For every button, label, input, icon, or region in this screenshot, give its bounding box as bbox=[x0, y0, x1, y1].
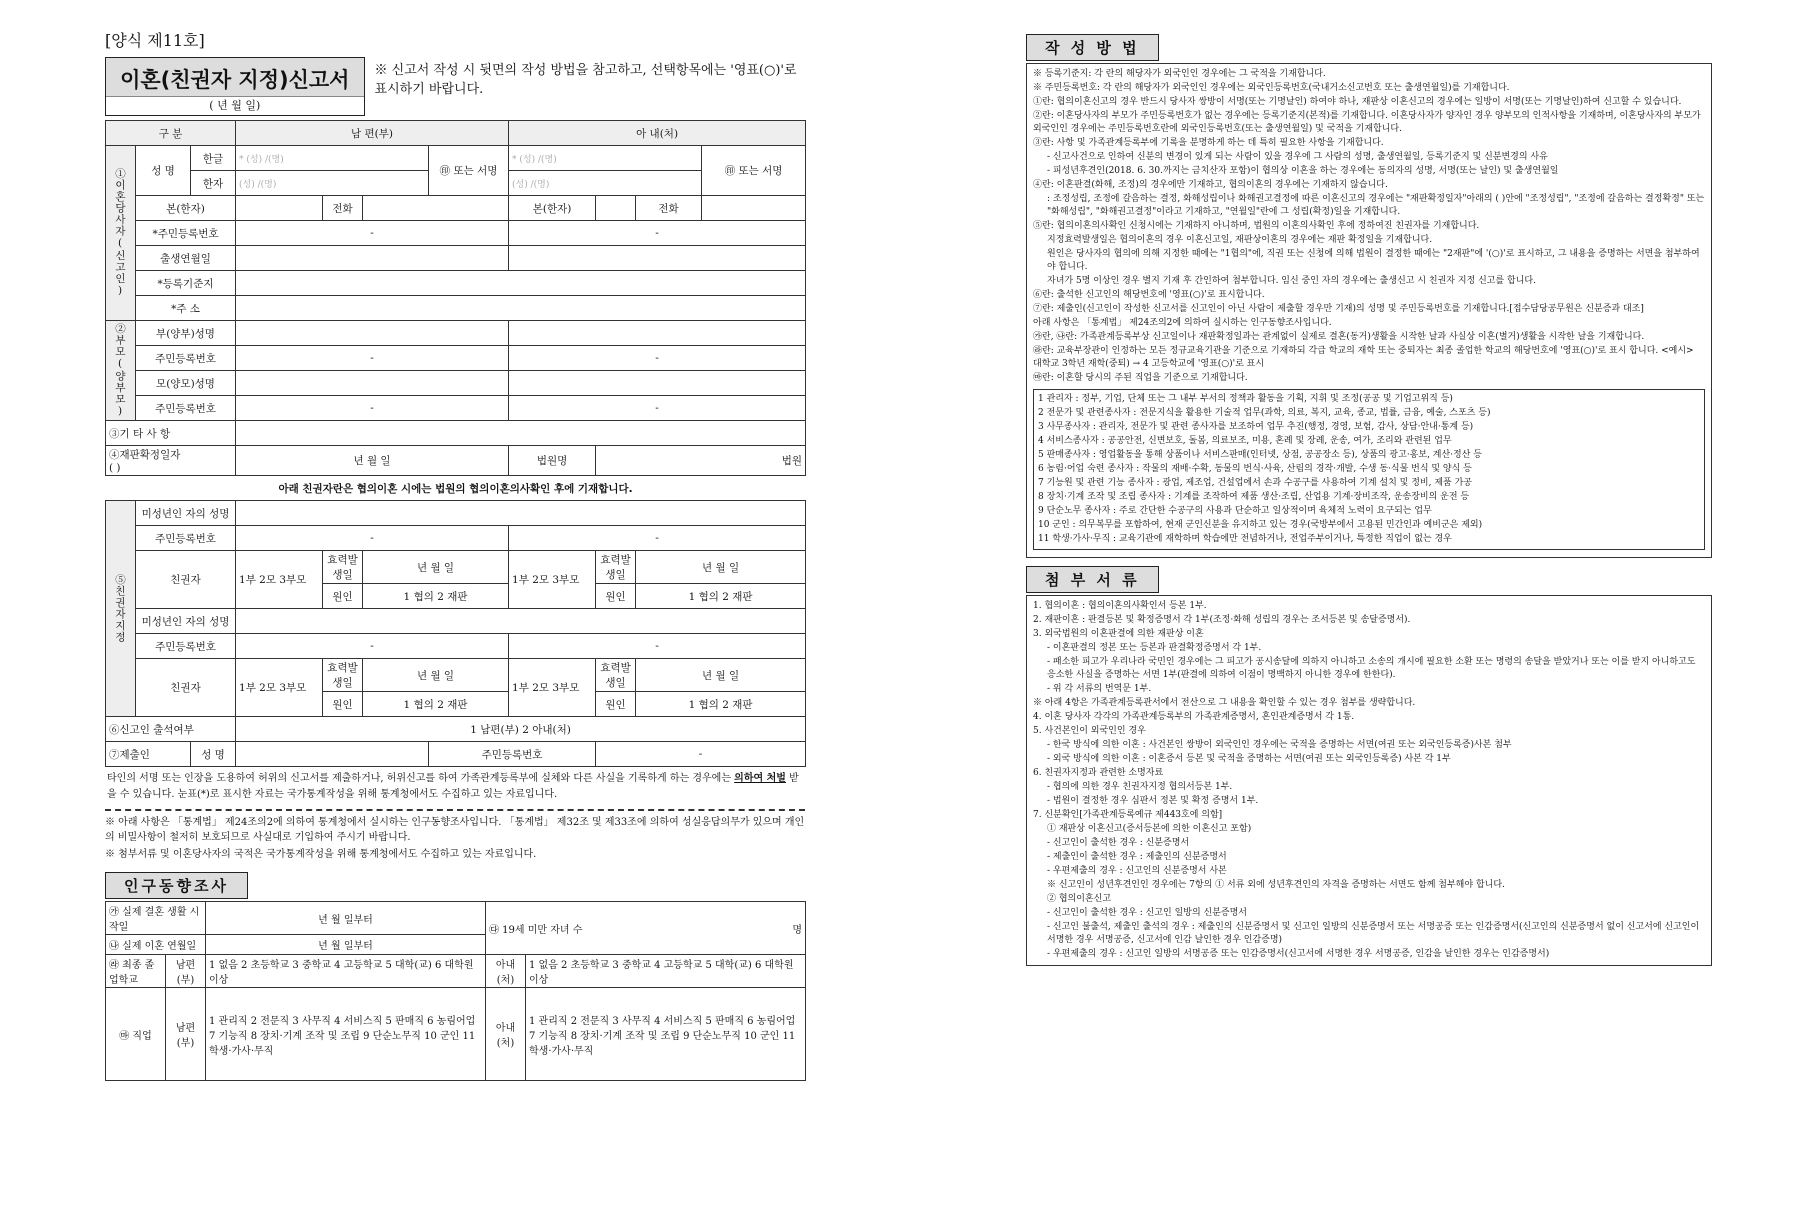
parent-opts-1a[interactable]: 1부 2모 3부모 bbox=[236, 551, 323, 609]
husband-birth[interactable] bbox=[236, 246, 509, 271]
husband-father-rrn[interactable]: - bbox=[236, 346, 509, 371]
attachment-line-6: - 위 각 서류의 번역문 1부. bbox=[1047, 684, 1152, 694]
attachment-line-18: - 제출인이 출석한 경우 : 제출인의 신분증명서 bbox=[1047, 852, 1227, 862]
instructions-list bbox=[1033, 68, 1705, 385]
job-husband-opts[interactable]: 1 관리직 2 전문직 3 사무직 4 서비스직 5 판매직 6 농림어업 7 기능직 8 장치·기계 조작 및 조립 9 단순노무직 10 군인 11 학생·가사·무직 bbox=[206, 988, 486, 1081]
instruction-line-4: ②란: 이혼당사자의 부모가 주민등록번호가 없는 경우에는 등록기준지(본적)를 기재합니다. 이혼당사자가 양자인 경우 양부모의 인적사항을 기재하며, 이혼당사자의 부모가 외국인인 경우에는 주민등록번호란에 외국인등록번호(또는 출생연월일) 및 국적을 기재합니다. bbox=[1033, 111, 1701, 134]
job-category-8: 8 장치·기계 조작 및 조립 종사자 : 기계를 조작하여 제품 생산·조립, 산업용 기계·장비조작, 운송장비의 운전 등 bbox=[1038, 492, 1470, 502]
job-category-5: 5 판매종사자 : 영업활동을 통해 상품이나 서비스판매(인터넷, 상점, 공공장소 등), 상품의 광고·홍보, 계산·정산 등 bbox=[1038, 450, 1482, 460]
court-name[interactable]: 법원 bbox=[596, 446, 806, 476]
husband-rrn[interactable]: - bbox=[236, 221, 509, 246]
wife-mother-rrn[interactable]: - bbox=[509, 396, 806, 421]
instruction-line-14: ⑥란: 출석한 신고인의 해당번호에 '영표(○)'로 표시합니다. bbox=[1033, 290, 1265, 300]
survey-r1-label: ㉮ 실제 결혼 생활 시작일 bbox=[106, 902, 206, 935]
edu-husband-label: 남편(부) bbox=[166, 955, 206, 988]
job-category-2: 2 전문가 및 관련종사자 : 전문지식을 활용한 기술적 업무(과학, 의료, 복지, 교육, 종교, 법률, 금융, 예술, 스포츠 등) bbox=[1038, 408, 1491, 418]
mother-rrn-label: 주민등록번호 bbox=[136, 396, 236, 421]
instruction-line-6: - 신고사건으로 인하여 신분의 변경이 있게 되는 사람이 있을 경우에 그 사람의 성명, 출생연월일, 등록기준지 및 신분변경의 사유 bbox=[1047, 152, 1548, 162]
instruction-line-10: ⑤란: 협의이혼의사확인 신청시에는 기재하지 아니하며, 법원의 이혼의사확인 후에 정하여진 친권자를 기재합니다. bbox=[1033, 221, 1480, 231]
job-category-11: 11 학생·가사·무직 : 교육기관에 재학하며 학습에만 전념하거나, 전업주부이거나, 특정한 직업이 없는 경우 bbox=[1038, 534, 1452, 544]
edu-label: ㉱ 최종 졸업학교 bbox=[106, 955, 166, 988]
edu-wife-opts[interactable]: 1 없음 2 초등학교 3 중학교 4 고등학교 5 대학(교) 6 대학원 이상 bbox=[526, 955, 806, 988]
instruction-line-2: ※ 주민등록번호: 각 란의 해당자가 외국인인 경우에는 외국인등록번호(국내거소신고번호 또는 출생연월일)를 기재합니다. bbox=[1033, 83, 1510, 93]
hanja-label: 한자 bbox=[191, 171, 236, 196]
instruction-line-5: ③란: 사항 및 가족관계등록부에 기록을 분명하게 하는 데 특히 필요한 사항을 기재합니다. bbox=[1033, 138, 1384, 148]
wife-father[interactable] bbox=[509, 321, 806, 346]
warning-text bbox=[105, 767, 805, 807]
wife-phone-label: 전화 bbox=[636, 196, 702, 221]
husband-father[interactable] bbox=[236, 321, 509, 346]
job-wife-label: 아내(처) bbox=[486, 988, 526, 1081]
bon-label: 본(한자) bbox=[136, 196, 236, 221]
father-rrn-label: 주민등록번호 bbox=[136, 346, 236, 371]
notes bbox=[105, 815, 805, 862]
rrn-label: *주민등록번호 bbox=[136, 221, 236, 246]
instruction-line-3: ①란: 협의이혼신고의 경우 반드시 당사자 쌍방이 서명(또는 기명날인) 하여야 하나, 재판상 이혼신고의 경우에는 일방이 서명(또는 기명날인)하여 신고할 수 있습니다. bbox=[1033, 97, 1682, 107]
form-number: [양식 제11호] bbox=[105, 31, 205, 50]
edu-wife-label: 아내(처) bbox=[486, 955, 526, 988]
instruction-line-1: ※ 등록기준지: 각 란의 해당자가 외국인인 경우에는 그 국적을 기재합니다. bbox=[1033, 69, 1326, 79]
wife-rrn[interactable]: - bbox=[509, 221, 806, 246]
note-2: ※ 첨부서류 및 이혼당사자의 국적은 국가통계작성을 위해 통계청에서도 수집하고 있는 자료입니다. bbox=[105, 849, 537, 860]
attendance-opts[interactable]: 1 남편(부) 2 아내(처) bbox=[236, 717, 806, 742]
minor-name-label-1: 미성년인 자의 성명 bbox=[136, 501, 236, 526]
attachments-box bbox=[1026, 595, 1712, 966]
job-categories bbox=[1033, 389, 1705, 550]
wife-mother[interactable] bbox=[509, 371, 806, 396]
attachment-line-13: - 협의에 의한 경우 친권자지정 협의서등본 1부. bbox=[1047, 782, 1233, 792]
warning-2: 받을 수 있습니다. 눈표(*)로 표시한 자료는 국가통계작성을 위해 통계청에서도 수집하고 있는 자료입니다. bbox=[107, 773, 799, 800]
address-label: *주 소 bbox=[136, 296, 236, 321]
job-category-10: 10 군인 : 의무복무를 포함하여, 현재 군인신분을 유지하고 있는 경우(국방부에서 고용된 민간인과 예비군은 제외) bbox=[1038, 520, 1483, 530]
wife-name-hangul[interactable]: * (성) /(명) bbox=[509, 146, 702, 171]
husband-name-hanja[interactable]: (성) /(명) bbox=[236, 171, 429, 196]
instruction-line-12: 원인은 당사자의 협의에 의해 지정한 때에는 "1협의"에, 직권 또는 신청에 의해 법원이 결정한 때에는 "2재판"에 '(○)'로 표시하고, 그 내용을 증명하는 서면을 첨부하여야 합니다. bbox=[1047, 249, 1700, 272]
effective-date-2a[interactable]: 년 월 일 bbox=[363, 659, 509, 692]
husband-phone[interactable] bbox=[363, 196, 509, 221]
form-title: 이혼(친권자 지정)신고서 bbox=[120, 68, 350, 92]
effective-date-2b[interactable]: 년 월 일 bbox=[636, 659, 806, 692]
sec4-title: ④재판확정일자 bbox=[109, 449, 181, 461]
wife-bon-label: 본(한자) bbox=[509, 196, 596, 221]
husband-bon[interactable] bbox=[236, 196, 323, 221]
other-matters[interactable] bbox=[236, 421, 806, 446]
sec4-paren: ( ) bbox=[109, 462, 121, 474]
attachment-line-8: 4. 이혼 당사자 각각의 가족관계등록부의 가족관계증명서, 혼인관계증명서 각 1통. bbox=[1033, 712, 1355, 722]
instruction-line-16: 아래 사항은 「통계법」 제24조의2에 의하여 실시하는 인구동향조사입니다. bbox=[1033, 318, 1332, 328]
cause-label-1a: 원인 bbox=[323, 584, 363, 609]
husband-phone-label: 전화 bbox=[323, 196, 363, 221]
judgment-date[interactable]: 년 월 일 bbox=[236, 446, 509, 476]
attachment-line-7: ※ 아래 4항은 가족관계등록관서에서 전산으로 그 내용을 확인할 수 있는 경우 첨부를 생략합니다. bbox=[1033, 698, 1416, 708]
instruction-line-13: 자녀가 5명 이상인 경우 별지 기재 후 간인하여 첨부합니다. 임신 중인 자의 경우에는 출생신고 시 친권자 지정 신고를 합니다. bbox=[1047, 276, 1536, 286]
title-date: ( 년 월 일) bbox=[106, 96, 364, 115]
attachment-line-19: - 우편제출의 경우 : 신고인의 신분증명서 사본 bbox=[1047, 866, 1227, 876]
attachment-line-23: - 신고인 불출석, 제출인 출석의 경우 : 제출인의 신분증명서 및 신고인 일방의 신분증명서 또는 서명공증 또는 인감증명서(신고인의 신분증명서 없이 신고서에 신고인이 서명한 경우 서명공증, 신고서에 인감 날인한 경우 인감증명) bbox=[1047, 922, 1700, 945]
effective-label-2a: 효력발생일 bbox=[323, 659, 363, 692]
job-category-3: 3 사무종사자 : 관리자, 전문가 및 관련 종사자를 보조하여 업무 추진(행정, 경영, 보험, 감사, 상담·안내·통계 등) bbox=[1038, 422, 1474, 432]
father-label: 부(양부)성명 bbox=[136, 321, 236, 346]
sec4-label bbox=[106, 446, 236, 476]
cause-label-2a: 원인 bbox=[323, 692, 363, 717]
col-wife: 아 내(처) bbox=[509, 121, 806, 146]
warning-1: 타인의 서명 또는 인장을 도용하여 허위의 신고서를 제출하거나, 허위신고를 하여 가족관계등록부에 실체와 다른 사실을 기록하게 하는 경우에는 bbox=[107, 773, 731, 784]
attachment-line-12: 6. 친권자지정과 관련한 소명자료 bbox=[1033, 768, 1164, 778]
effective-label-1a: 효력발생일 bbox=[323, 551, 363, 584]
attachment-line-10: - 한국 방식에 의한 이혼 : 사건본인 쌍방이 외국인인 경우에는 국적을 증명하는 서면(여권 또는 외국인등록증)사본 첨부 bbox=[1047, 740, 1512, 750]
edu-husband-opts[interactable]: 1 없음 2 초등학교 3 중학교 4 고등학교 5 대학(교) 6 대학원 이상 bbox=[206, 955, 486, 988]
survey-table bbox=[105, 901, 806, 1081]
minor-rrn-2a[interactable]: - bbox=[236, 634, 509, 659]
job-husband-label: 남편(부) bbox=[166, 988, 206, 1081]
effective-label-1b: 효력발생일 bbox=[596, 551, 636, 584]
divorce-form-table bbox=[105, 120, 806, 767]
husband-mother[interactable] bbox=[236, 371, 509, 396]
instruction-line-7: - 피성년후견인(2018. 6. 30.까지는 금치산자 포함)이 협의상 이혼을 하는 경우에는 동의자의 성명, 서명(또는 날인) 및 출생연월일 bbox=[1047, 166, 1559, 176]
cause-opts-2b[interactable]: 1 협의 2 재판 bbox=[636, 692, 806, 717]
effective-date-1b[interactable]: 년 월 일 bbox=[636, 551, 806, 584]
job-category-4: 4 서비스종사자 : 공공안전, 신변보호, 돌봄, 의료보조, 미용, 혼례 및 장례, 운송, 여가, 조리와 관련된 업무 bbox=[1038, 436, 1452, 446]
job-wife-opts[interactable]: 1 관리직 2 전문직 3 사무직 4 서비스직 5 판매직 6 농림어업 7 기능직 8 장치·기계 조작 및 조립 9 단순노무직 10 군인 11 학생·가사·무직 bbox=[526, 988, 806, 1081]
wife-bon[interactable] bbox=[596, 196, 636, 221]
wife-seal[interactable]: ㊞ 또는 서명 bbox=[702, 146, 806, 196]
attachment-line-21: ② 협의이혼신고 bbox=[1047, 894, 1112, 904]
husband-seal[interactable]: ㊞ 또는 서명 bbox=[429, 146, 509, 196]
job-category-9: 9 단순노무 종사자 : 주로 간단한 수공구의 사용과 단순하고 일상적이며 육체적 노력이 요구되는 업무 bbox=[1038, 506, 1432, 516]
custodian-label-2: 친권자 bbox=[136, 659, 236, 717]
children-unit: 명 bbox=[792, 924, 803, 936]
minor-rrn-2b[interactable]: - bbox=[509, 634, 806, 659]
effective-label-2b: 효력발생일 bbox=[596, 659, 636, 692]
husband-name-hangul[interactable]: * (성) /(명) bbox=[236, 146, 429, 171]
attachment-line-15: 7. 신분확인[가족관계등록예규 제443호에 의함] bbox=[1033, 810, 1223, 820]
instruction-line-15: ⑦란: 제출인(신고인이 작성한 신고서를 신고인이 아닌 사람이 제출할 경우만 기재)의 성명 및 주민등록번호를 기재합니다.[접수담당공무원은 신분증과 대조] bbox=[1033, 304, 1644, 314]
submitter-name[interactable] bbox=[236, 742, 429, 767]
survey-title: 인구동향조사 bbox=[105, 872, 248, 899]
parent-opts-2a[interactable]: 1부 2모 3부모 bbox=[236, 659, 323, 717]
cause-opts-2a[interactable]: 1 협의 2 재판 bbox=[363, 692, 509, 717]
cause-label-1b: 원인 bbox=[596, 584, 636, 609]
form-front-page bbox=[105, 28, 805, 1081]
survey-children[interactable] bbox=[486, 902, 806, 955]
col-husband: 남 편(부) bbox=[236, 121, 509, 146]
job-label: ㉲ 직업 bbox=[106, 988, 166, 1081]
sec7-label: ⑦제출인 bbox=[106, 742, 191, 767]
instruction-line-8: ④란: 이혼판결(화해, 조정)의 경우에만 기재하고, 협의이혼의 경우에는 기재하지 않습니다. bbox=[1033, 180, 1388, 190]
instructions-title: 작 성 방 법 bbox=[1026, 34, 1159, 61]
court-name-label: 법원명 bbox=[509, 446, 596, 476]
name-label: 성 명 bbox=[136, 146, 191, 196]
attachment-line-4: - 이혼판결의 정본 또는 등본과 판결확정증명서 각 1부. bbox=[1047, 643, 1262, 653]
cause-opts-1a[interactable]: 1 협의 2 재판 bbox=[363, 584, 509, 609]
attachment-line-2: 2. 재판이혼 : 판결등본 및 확정증명서 각 1부(조정·화해 성립의 경우는 조서등본 및 송달증명서). bbox=[1033, 615, 1411, 625]
instruction-line-18: ㉱란: 교육부장관이 인정하는 모든 정규교육기관을 기준으로 기재하되 각급 학교의 재학 또는 중퇴자는 최종 졸업한 학교의 해당번호에 '영표(○)'로 표시 합니다. <예시> 대학교 3학년 재학(중퇴) → 4 고등학교에 '영표(○)'로 표시 bbox=[1033, 346, 1694, 369]
survey-r1-value[interactable]: 년 월 일부터 bbox=[206, 902, 486, 935]
survey-r2-label: ㉯ 실제 이혼 연월일 bbox=[106, 935, 206, 955]
parent-opts-2b[interactable]: 1부 2모 3부모 bbox=[509, 659, 596, 717]
mother-label: 모(양모)성명 bbox=[136, 371, 236, 396]
wife-birth[interactable] bbox=[509, 246, 806, 271]
sec2-label: ②부모(양부모) bbox=[106, 321, 136, 421]
attachment-line-22: - 신고인이 출석한 경우 : 신고인 일방의 신분증명서 bbox=[1047, 908, 1247, 918]
attachment-line-3: 3. 외국법원의 이혼판결에 의한 재판상 이혼 bbox=[1033, 629, 1204, 639]
instruction-line-9: : 조정성립, 조정에 갈음하는 결정, 화해성립이나 화해권고결정에 따른 이혼신고의 경우에는 "재판확정일자"아래의 ( )안에 "조정성립", "조정에 갈음하는 결정확정" 또는 "화해성립", "화해권고결정"이라고 기재하고, "연월일"란에 그 성립(확정)일을 기재합니다. bbox=[1047, 194, 1705, 217]
instruction-line-19: ㉲란: 이혼할 당시의 주된 직업을 기준으로 기재합니다. bbox=[1033, 373, 1248, 383]
wife-father-rrn[interactable]: - bbox=[509, 346, 806, 371]
cause-label-2b: 원인 bbox=[596, 692, 636, 717]
parent-opts-1b[interactable]: 1부 2모 3부모 bbox=[509, 551, 596, 609]
reg-base-field[interactable] bbox=[236, 271, 806, 296]
note-1: ※ 아래 사항은 「통계법」 제24조의2에 의하여 통계청에서 실시하는 인구동향조사입니다. 「통계법」 제32조 및 제33조에 의하여 성실응답의무가 있으며 개인의 비밀사항이 철저히 보호되므로 사실대로 기입하여 주시기 바랍니다. bbox=[105, 817, 805, 843]
col-category: 구 분 bbox=[106, 121, 236, 146]
job-category-1: 1 관리자 : 정부, 기업, 단체 또는 그 내부 부서의 정책과 활동을 기획, 지휘 및 조정(공공 및 기업고위직 등) bbox=[1038, 394, 1453, 404]
survey-r2-value[interactable]: 년 월 일부터 bbox=[206, 935, 486, 955]
attachment-line-17: - 신고인이 출석한 경우 : 신분증명서 bbox=[1047, 838, 1190, 848]
minor-rrn-label-1: 주민등록번호 bbox=[136, 526, 236, 551]
minor-rrn-label-2: 주민등록번호 bbox=[136, 634, 236, 659]
instructions-box bbox=[1026, 63, 1712, 558]
attachment-line-11: - 외국 방식에 의한 이혼 : 이혼증서 등본 및 국적을 증명하는 서면(여권 또는 외국인등록증) 사본 각 1부 bbox=[1047, 754, 1451, 764]
custodian-label-1: 친권자 bbox=[136, 551, 236, 609]
minor-name-label-2: 미성년인 자의 성명 bbox=[136, 609, 236, 634]
attachment-line-5: - 패소한 피고가 우리나라 국민인 경우에는 그 피고가 공시송달에 의하지 아니하고 소송의 개시에 필요한 소환 또는 명령의 송달을 받았거나 또는 이를 받지 아니하고도 응소한 사실을 증명하는 서면 1부(판결에 의하여 이점이 명백하지 아니한 경우에 한한다). bbox=[1047, 657, 1696, 680]
attachment-line-14: - 법원이 결정한 경우 심판서 정본 및 확정 증명서 1부. bbox=[1047, 796, 1259, 806]
husband-mother-rrn[interactable]: - bbox=[236, 396, 509, 421]
attachment-line-1: 1. 협의이혼 : 협의이혼의사확인서 등본 1부. bbox=[1033, 601, 1207, 611]
minor-name-1[interactable] bbox=[236, 501, 806, 526]
reg-base-label: *등록기준지 bbox=[136, 271, 236, 296]
children-label: ㉰ 19세 미만 자녀 수 bbox=[489, 924, 583, 936]
sec3-label: ③기 타 사 항 bbox=[106, 421, 236, 446]
minor-rrn-1b[interactable]: - bbox=[509, 526, 806, 551]
submitter-name-label: 성 명 bbox=[191, 742, 236, 767]
job-category-7: 7 기능원 및 관련 기능 종사자 : 광업, 제조업, 건설업에서 손과 수공구를 사용하여 기계 설치 및 정비, 제품 가공 bbox=[1038, 478, 1472, 488]
attachment-line-16: ① 재판상 이혼신고(증서등본에 의한 이혼신고 포함) bbox=[1047, 824, 1252, 834]
sec1-label: ①이혼당사자(신고인) bbox=[106, 146, 136, 321]
cause-opts-1b[interactable]: 1 협의 2 재판 bbox=[636, 584, 806, 609]
wife-name-hanja[interactable]: (성) /(명) bbox=[509, 171, 702, 196]
attachment-line-24: - 우편제출의 경우 : 신고인 일방의 서명공증 또는 인감증명서(신고서에 서명한 경우 서명공증, 인감을 날인한 경우는 인감증명서) bbox=[1047, 949, 1550, 959]
cut-line bbox=[105, 809, 805, 811]
attachments-title: 첨 부 서 류 bbox=[1026, 566, 1159, 593]
minor-rrn-1a[interactable]: - bbox=[236, 526, 509, 551]
hangul-label: 한글 bbox=[191, 146, 236, 171]
sec6-label: ⑥신고인 출석여부 bbox=[106, 717, 236, 742]
birth-label: 출생연월일 bbox=[136, 246, 236, 271]
address-field[interactable] bbox=[236, 296, 806, 321]
attachment-line-20: ※ 신고인이 성년후견인인 경우에는 7항의 ① 서류 외에 성년후견인의 자격을 증명하는 서면도 함께 첨부해야 합니다. bbox=[1047, 880, 1505, 890]
custody-notice: 아래 친권자란은 협의이혼 시에는 법원의 협의이혼의사확인 후에 기재합니다. bbox=[106, 476, 806, 501]
submitter-rrn-label: 주민등록번호 bbox=[429, 742, 596, 767]
sec5-label: ⑤친권자지정 bbox=[106, 501, 136, 717]
minor-name-2[interactable] bbox=[236, 609, 806, 634]
submitter-rrn[interactable]: - bbox=[596, 742, 806, 767]
title-box bbox=[105, 57, 365, 116]
instruction-line-11: 지정효력발생일은 협의이혼의 경우 이혼신고일, 재판상이혼의 경우에는 재판 확정일을 기재합니다. bbox=[1047, 235, 1433, 245]
effective-date-1a[interactable]: 년 월 일 bbox=[363, 551, 509, 584]
title-note: ※ 신고서 작성 시 뒷면의 작성 방법을 참고하고, 선택항목에는 '영표(○)'로 표시하기 바랍니다. bbox=[374, 63, 797, 97]
warning-bold: 의하여 처벌 bbox=[734, 773, 786, 784]
wife-phone[interactable] bbox=[702, 196, 806, 221]
job-category-6: 6 농림·어업 숙련 종사자 : 작물의 재배·수확, 동물의 번식·사육, 산림의 경작·개발, 수생 동·식물 번식 및 양식 등 bbox=[1038, 464, 1472, 474]
form-back-page bbox=[1026, 34, 1712, 966]
attachment-line-9: 5. 사건본인이 외국인인 경우 bbox=[1033, 726, 1146, 736]
instruction-line-17: ㉮란, ㉯란: 가족관계등록부상 신고일이나 재판확정일과는 관계없이 실제로 결혼(동거)생활을 시작한 날과 사실상 이혼(별거)생활을 시작한 날을 기재합니다. bbox=[1033, 332, 1645, 342]
